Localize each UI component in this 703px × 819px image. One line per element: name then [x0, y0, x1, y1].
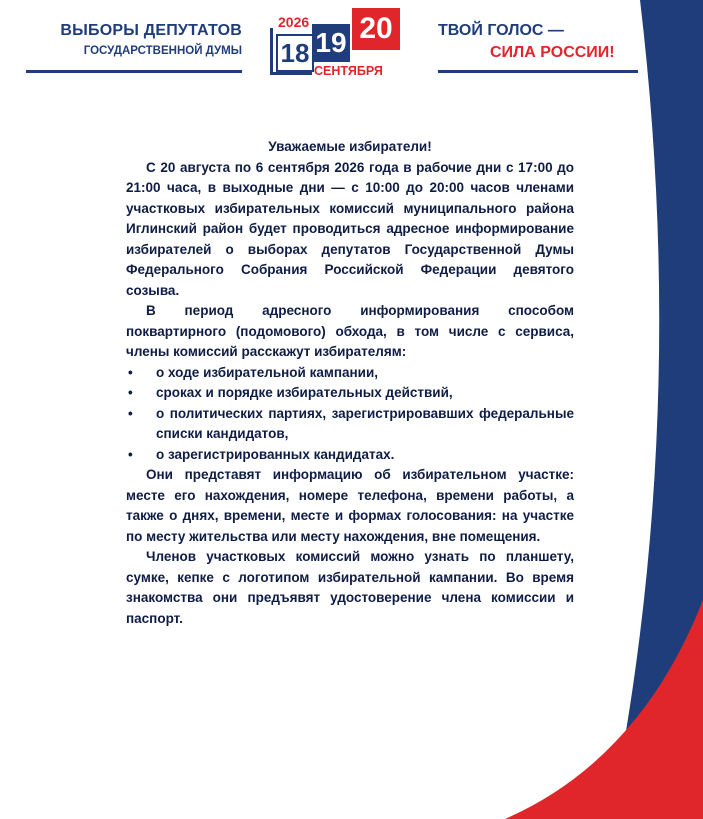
- slogan-line1: ТВОЙ ГОЛОС —: [438, 22, 564, 39]
- header-subtitle: ГОСУДАРСТВЕННОЙ ДУМЫ: [83, 45, 242, 57]
- letter-paragraph-1: С 20 августа по 6 сентября 2026 года в рабочие дни с 17:00 до 21:00 часа, в выходные дни — с 10:00 до 20:00 часов членами участковых избирательных комиссий муниципального района Иглинский район будет проводиться адресное информирование избирателей о выборах депутатов Государственной Думы Федерального Собрания Российской Федерации девятого созыва.: [126, 159, 574, 298]
- header-right-rule: [438, 70, 638, 73]
- logo-year: 2026: [278, 14, 310, 30]
- slogan-line2: СИЛА РОССИИ!: [490, 44, 615, 61]
- list-item: • о политических партиях, зарегистрировавших федеральные списки кандидатов,: [126, 404, 574, 445]
- logo-base-line: [270, 72, 312, 75]
- letter-body: [126, 137, 574, 629]
- logo-bracket: [270, 28, 273, 72]
- election-dates-logo: [270, 8, 412, 80]
- header-title: ВЫБОРЫ ДЕПУТАТОВ: [60, 22, 242, 39]
- letter-paragraph-4: Членов участковых комиссий можно узнать по планшету, сумке, кепке с логотипом избирательной кампании. Во время знакомства они предъявят удостоверение члена комиссии и паспорт.: [126, 549, 574, 626]
- logo-day-19: 19: [312, 24, 350, 62]
- list-item: • о зарегистрированных кандидатах.: [126, 445, 574, 466]
- header-right: [438, 20, 638, 64]
- letter-greeting: Уважаемые избиратели!: [268, 139, 432, 154]
- header-left: [26, 20, 242, 60]
- list-item: • о ходе избирательной кампании,: [126, 363, 574, 384]
- logo-day-18: 18: [276, 34, 314, 72]
- list-item: • сроках и порядке избирательных действий,: [126, 383, 574, 404]
- topics-list: [126, 363, 574, 466]
- logo-month: СЕНТЯБРЯ: [314, 64, 383, 78]
- letter-paragraph-2: В период адресного информирования способом поквартирного (подомового) обхода, в том числе с сервиса, члены комиссий расскажут избирателям:: [126, 303, 574, 359]
- letter-paragraph-3: Они представят информацию об избирательном участке: месте его нахождения, номере телефона, времени работы, а также о днях, времени, месте и формах голосования: на участке по месту жительства или месту нахождения, вне помещения.: [126, 467, 574, 544]
- logo-day-20: 20: [352, 8, 400, 50]
- header-left-rule: [26, 70, 242, 73]
